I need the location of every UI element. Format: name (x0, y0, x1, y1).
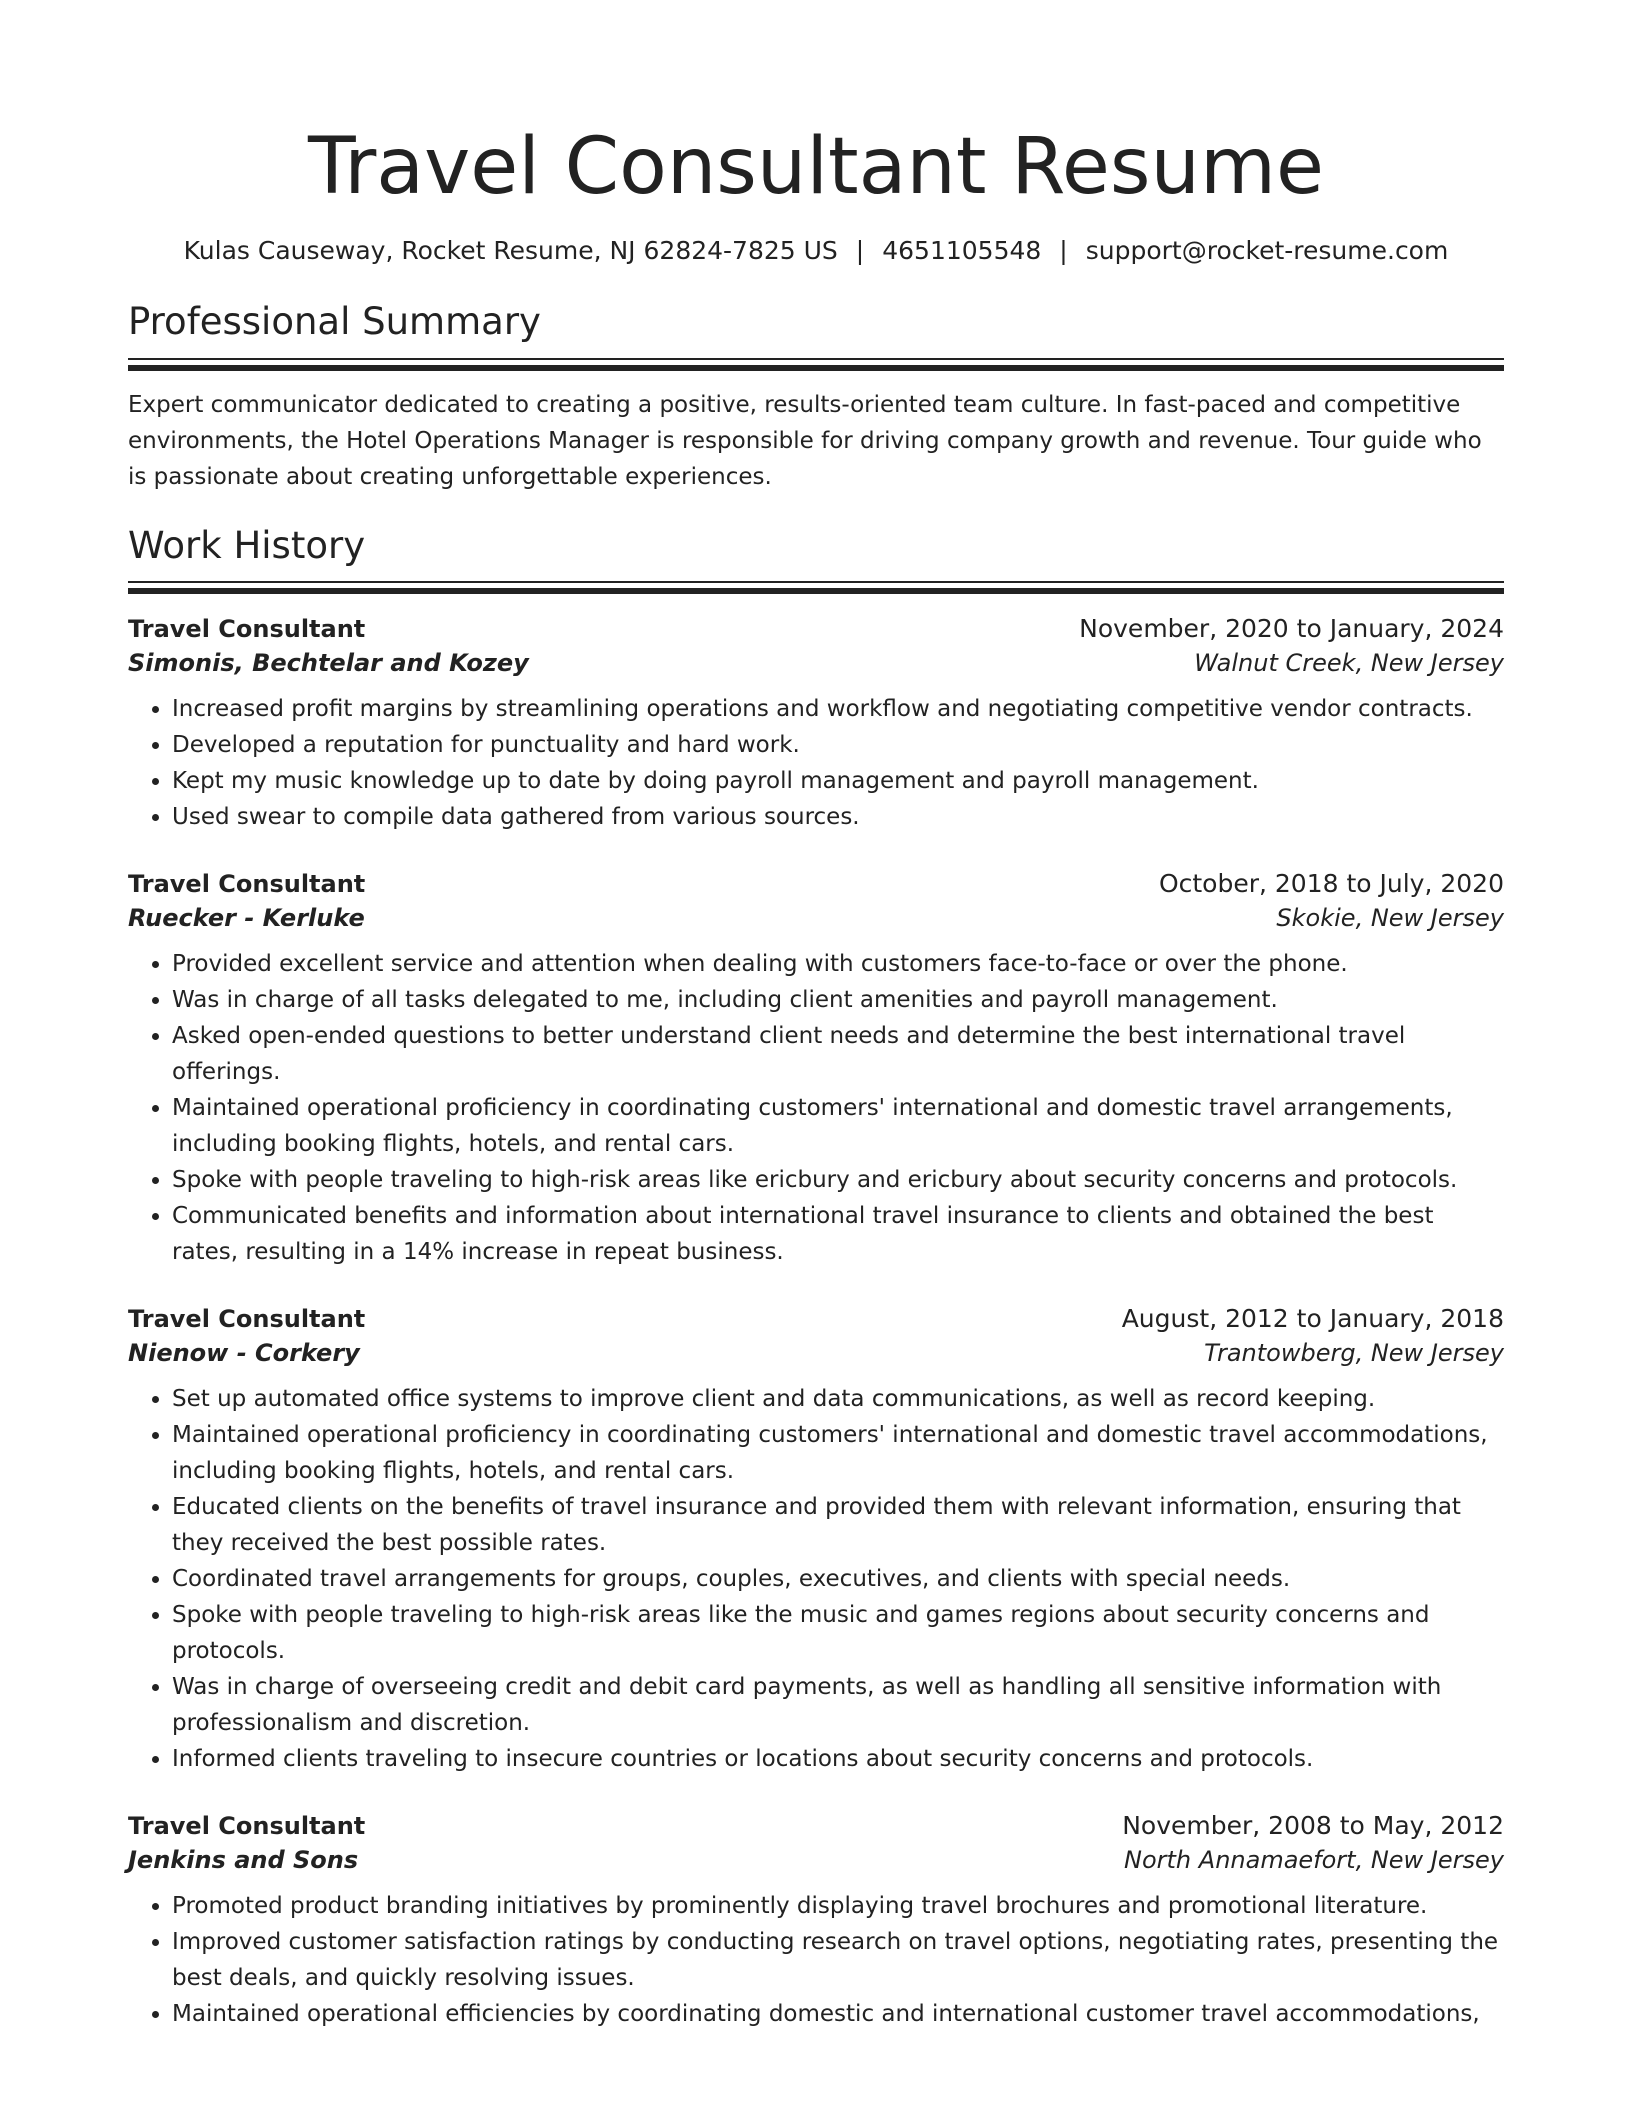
job-bullet: • Promoted product branding initiatives by prominently displaying travel brochures and promotional literature. (172, 1888, 1504, 1924)
job-dates: November, 2008 to May, 2012 (1122, 1811, 1504, 1841)
job-location: Walnut Creek, New Jersey (1194, 649, 1504, 678)
job-bullet: • Increased profit margins by streamlining operations and workflow and negotiating competitive vendor contracts. (172, 691, 1504, 727)
job-location: Skokie, New Jersey (1276, 904, 1504, 933)
summary-text: Expert communicator dedicated to creating a positive, results-oriented team culture. In fast-paced and competitive environments, the Hotel Operations Manager is responsible for driving company growth and revenue. Tour guide who is passionate about creating unforgettable experiences. (128, 391, 1482, 490)
job-title: Travel Consultant (128, 1812, 366, 1841)
job-bullet: • Educated clients on the benefits of travel insurance and provided them with relevant information, ensuring that they received the best possible rates. (172, 1489, 1504, 1561)
job-dates: August, 2012 to January, 2018 (1121, 1304, 1504, 1334)
job-entry (128, 1811, 1504, 2032)
job-company: Nienow - Corkery (128, 1339, 360, 1368)
job-entry (128, 869, 1504, 1270)
job-bullets (128, 691, 1504, 835)
resume-page (128, 0, 1504, 2032)
contact-separator: | (855, 236, 865, 265)
job-bullet: • Was in charge of all tasks delegated to me, including client amenities and payroll management. (172, 982, 1504, 1018)
work-history-section (128, 525, 1504, 2033)
job-bullet: • Spoke with people traveling to high-risk areas like ericbury and ericbury about security concerns and protocols. (172, 1162, 1504, 1198)
job-title: Travel Consultant (128, 870, 366, 899)
job-bullet: • Spoke with people traveling to high-risk areas like the music and games regions about security concerns and protocols. (172, 1597, 1504, 1669)
page-title: Travel Consultant Resume (308, 122, 1324, 212)
work-history-heading: Work History (128, 523, 366, 567)
job-location: North Annamaefort, New Jersey (1124, 1846, 1504, 1875)
job-bullet: • Communicated benefits and information about international travel insurance to clients and obtained the best rates, resulting in a 14% increase in repeat business. (172, 1198, 1504, 1270)
job-location: Trantowberg, New Jersey (1204, 1339, 1504, 1368)
job-bullet: • Set up automated office systems to improve client and data communications, as well as record keeping. (172, 1381, 1504, 1417)
summary-heading: Professional Summary (128, 300, 541, 343)
job-company: Jenkins and Sons (128, 1846, 359, 1875)
job-bullet: • Coordinated travel arrangements for groups, couples, executives, and clients with special needs. (172, 1561, 1504, 1597)
job-entry (128, 614, 1504, 835)
job-entry (128, 1304, 1504, 1777)
section-divider (128, 358, 1504, 371)
job-bullet: • Maintained operational efficiencies by coordinating domestic and international customer travel accommodations, (172, 1996, 1504, 2032)
contact-separator: | (1059, 236, 1068, 265)
job-bullet: • Improved customer satisfaction ratings by conducting research on travel options, negotiating rates, presenting the best deals, and quickly resolving issues. (172, 1924, 1504, 1996)
job-bullet: • Was in charge of overseeing credit and debit card payments, as well as handling all sensitive information with professionalism and discretion. (172, 1669, 1504, 1741)
job-title: Travel Consultant (128, 615, 366, 644)
job-dates: October, 2018 to July, 2020 (1158, 869, 1504, 899)
job-bullet: • Maintained operational proficiency in coordinating customers' international and domestic travel accommodations, including booking flights, hotels, and rental cars. (172, 1417, 1504, 1489)
job-bullets (128, 946, 1504, 1270)
job-bullet: • Kept my music knowledge up to date by doing payroll management and payroll management. (172, 763, 1504, 799)
job-title: Travel Consultant (128, 1305, 366, 1334)
section-divider (128, 581, 1504, 594)
job-bullet: • Asked open-ended questions to better understand client needs and determine the best international travel offerings. (172, 1018, 1504, 1090)
job-bullets (128, 1381, 1504, 1777)
job-bullets (128, 1888, 1504, 2032)
contact-line (128, 236, 1504, 265)
contact-address: Kulas Causeway, Rocket Resume, NJ 62824-7825 US (183, 236, 838, 265)
job-bullet: • Informed clients traveling to insecure countries or locations about security concerns and protocols. (172, 1741, 1504, 1777)
job-company: Simonis, Bechtelar and Kozey (128, 649, 529, 678)
job-bullet: • Provided excellent service and attention when dealing with customers face-to-face or over the phone. (172, 946, 1504, 982)
job-bullet: • Maintained operational proficiency in coordinating customers' international and domestic travel arrangements, including booking flights, hotels, and rental cars. (172, 1090, 1504, 1162)
job-bullet: • Used swear to compile data gathered from various sources. (172, 799, 1504, 835)
contact-email: support@rocket-resume.com (1085, 236, 1449, 265)
job-company: Ruecker - Kerluke (128, 904, 365, 933)
contact-phone: 4651105548 (882, 236, 1042, 265)
job-dates: November, 2020 to January, 2024 (1079, 614, 1504, 644)
job-bullet: • Developed a reputation for punctuality and hard work. (172, 727, 1504, 763)
summary-section (128, 301, 1504, 495)
